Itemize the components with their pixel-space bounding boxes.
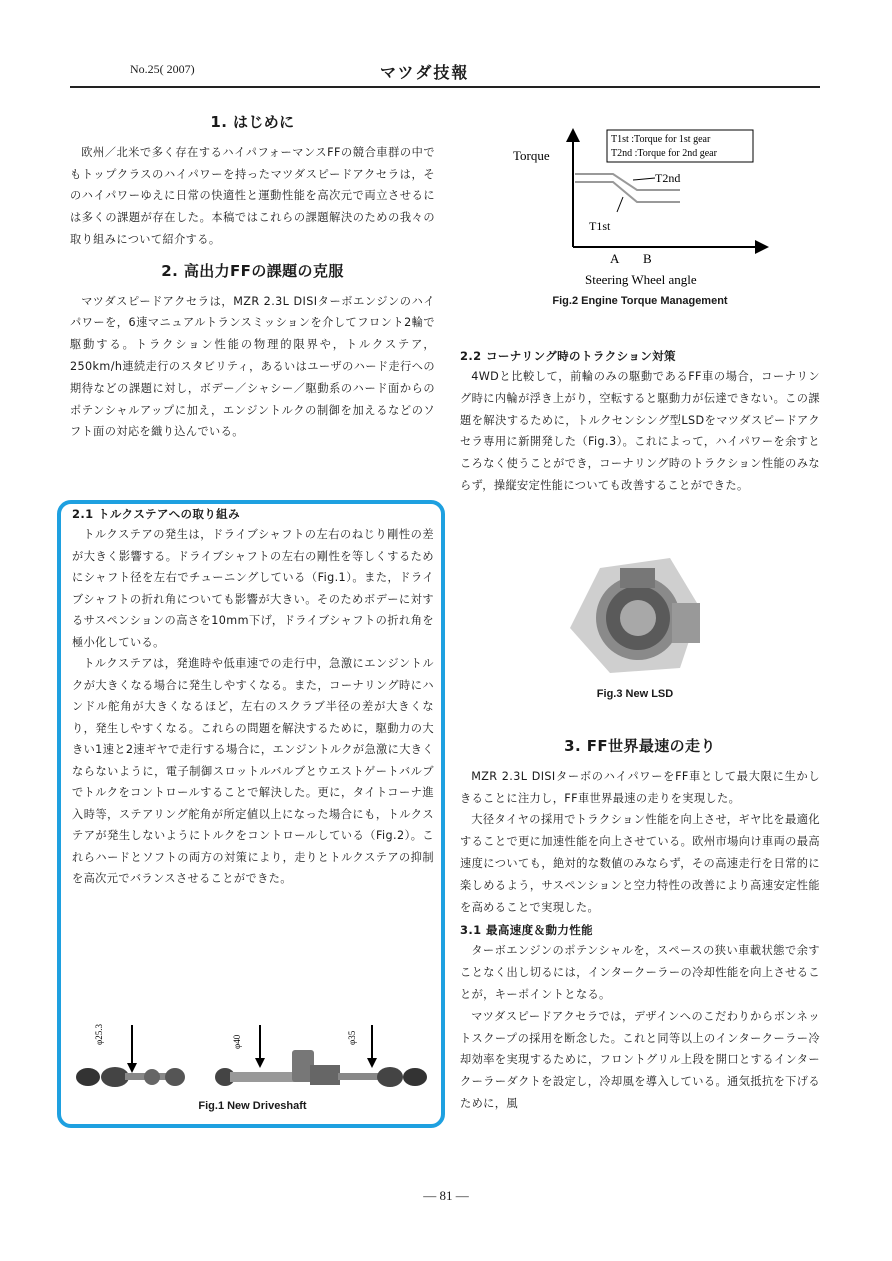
left-column-upper — [70, 112, 435, 443]
journal-title: マツダ技報 — [380, 63, 470, 82]
section-2-heading: 2. 高出力FFの課題の克服 — [161, 261, 344, 280]
section-3-1-paragraph-2: マツダスピードアクセラでは，デザインへのこだわりからボンネットスクープの採用を断念した。これと同等以上のインタークーラー冷却効率を実現するために，フロントグリル上段を開口とするインタークーラーダクトを設定し，冷却風を導入している。通気抵抗を下げるために，風 — [460, 1009, 820, 1110]
t1st-curve — [575, 182, 680, 202]
driveshaft-figure — [70, 1015, 435, 1095]
section-2-1-heading: 2.1 トルクステアへの取り組み — [72, 507, 240, 521]
y-axis-label: Torque — [513, 148, 550, 163]
section-2-2-paragraph: 4WDと比較して，前輪のみの駆動であるFF車の場合，コーナリング時に内輪が浮き上がり，空転すると駆動力が伝達できない。この課題を解決するために，トルクセンシング型LSDをマツダスピードアクセラ専用に新開発した（Fig.3）。これによって，ハイパワーを余すところなく使うことができ，コーナリング時のトラクション性能のみならず，操縦安定性能についても改善することができた。 — [460, 370, 820, 492]
section-2-1-paragraph-1: トルクステアの発生は，ドライブシャフトの左右のねじり剛性の差が大きく影響する。ドライブシャフトの左右の剛性を等しくするためにシャフト径を左右でチューニングしている（Fig.1）。また，ドライブシャフトの折れ角についても影響が大きい。そのためボデーに対するサスペンションの高さを10mm下げ，ドライブシャフトの折れ角を極小化している。 — [72, 528, 434, 649]
t2nd-label: T2nd — [655, 171, 681, 185]
diameter-label-1: φ25.3 — [94, 1024, 104, 1045]
page-number: ― 81 ― — [423, 1188, 469, 1203]
section-3-block — [460, 736, 820, 1115]
section-3-heading: 3. FF世界最速の走り — [564, 737, 716, 755]
section-2-paragraph: マツダスピードアクセラは，MZR 2.3L DISIターボエンジンのハイパワーを，6速マニュアルトランスミッションを介してフロント2輪で駆動する。トラクション性能の物理的限界や，トルクステア，250km/h連続走行のスタビリティ，あるいはユーザのハード走行への期待などの課題に対し，ボデー／シャシー／駆動系のハード面からのポテンシャルアップに加え，エンジントルクの制御を加えるなどのソフト面の対応を織り込んでいる。 — [70, 294, 435, 439]
torque-chart — [505, 122, 775, 292]
section-1-heading: 1. はじめに — [210, 113, 295, 131]
fig2-caption: Fig.2 Engine Torque Management — [552, 295, 728, 307]
section-2-1-paragraph-2: トルクステアは，発進時や低車速での走行中，急激にエンジントルクが大きくなる場合に発生しやすくなる。また，コーナリング時にハンドル舵角が大きくなるほど，左右のスクラブ半径の差が大きくなり，発生しやすくなる。これらの問題を解決するために，駆動力の大きい1速と2速ギヤで走行する場合に，エンジントルクが急激に大きくならないように，電子制御スロットルバルブとウエストゲートバルブでトルクをコントロールすることで解決した。更に，タイトコーナ進入時等，ステアリング舵角が所定値以上になった場合にも，トルクステアが発生しないようにトルクをコントロールしている（Fig.2）。これらハードとソフトの両方の対策により，走りとトルクステアの抑制を高次元でバランスさせることができた。 — [72, 657, 434, 885]
header-rule — [70, 86, 820, 88]
section-3-paragraph-2: 大径タイヤの採用でトラクション性能を向上させ，ギヤ比を最適化することで更に加速性能を向上させている。欧州市場向け車両の最高速度についても，絶対的な数値のみならず，その高速走行を日常的に楽しめるよう，サスペンションと空力特性の改善により高速安定性能を高めることで実現した。 — [460, 813, 820, 914]
section-2-2-heading: 2.2 コーナリング時のトラクション対策 — [460, 349, 676, 363]
point-b-label: B — [643, 251, 652, 266]
diameter-label-2: φ40 — [232, 1034, 242, 1049]
t1st-label: T1st — [589, 219, 611, 233]
section-1-paragraph: 欧州／北米で多く存在するハイパフォーマンスFFの競合車群の中でもトップクラスのハイパワーを持ったマツダスピードアクセラは，そのハイパワーゆえに日常の快適性と運動性能を高次元で両立させるには多くの課題が存在した。本稿ではこれらの課題解決のための我々の取り組みについて紹介する。 — [70, 145, 435, 246]
x-axis-label: Steering Wheel angle — [585, 272, 697, 287]
section-2-2-block — [460, 346, 820, 497]
issue-number: No.25( 2007) — [130, 62, 195, 76]
point-a-label: A — [610, 251, 620, 266]
section-3-paragraph-1: MZR 2.3L DISIターボのハイパワーをFF車として最大限に生かしきることに注力し，FF車世界最速の走りを実現した。 — [460, 769, 820, 805]
legend-t1st: T1st :Torque for 1st gear — [611, 134, 711, 145]
diameter-label-3: φ35 — [347, 1030, 357, 1045]
section-3-1-paragraph-1: ターボエンジンのポテンシャルを，スペースの狭い車載状態で余すことなく出し切るには，インタークーラーの冷却性能を向上させることが，キーポイントとなる。 — [460, 944, 820, 1001]
legend-t2nd: T2nd :Torque for 2nd gear — [611, 148, 717, 159]
fig1-caption: Fig.1 New Driveshaft — [198, 1100, 307, 1112]
fig3-caption: Fig.3 New LSD — [596, 688, 674, 700]
section-3-1-heading: 3.1 最高速度＆動力性能 — [460, 923, 594, 938]
section-2-1-block — [72, 504, 434, 890]
lsd-photo — [560, 548, 710, 678]
